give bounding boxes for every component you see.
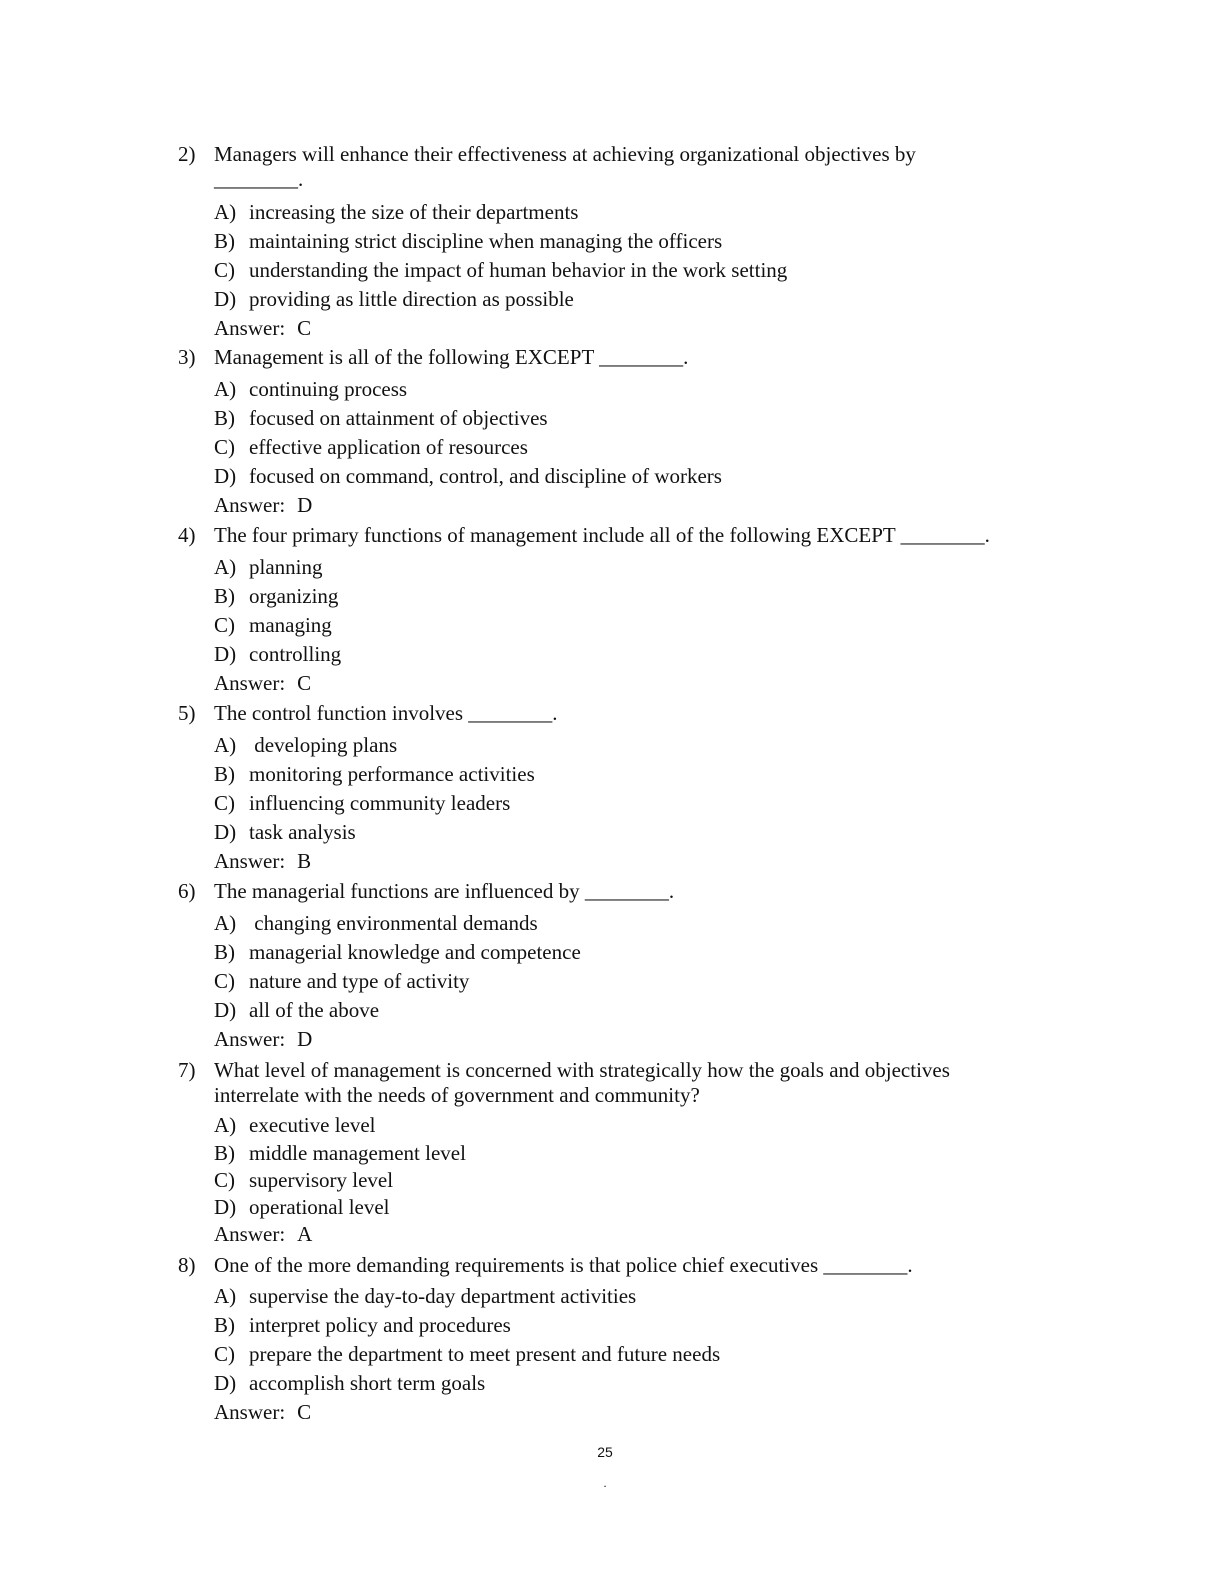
option-text: continuing process — [249, 377, 408, 401]
option-list — [214, 1111, 1038, 1221]
option-letter: D) — [214, 1195, 237, 1219]
option-text: increasing the size of their departments — [249, 200, 579, 224]
option — [214, 1340, 1038, 1369]
option-text: accomplish short term goals — [249, 1371, 486, 1395]
option-list — [214, 375, 1038, 491]
option-letter: D) — [214, 642, 237, 666]
question-stem-row — [178, 1058, 1038, 1108]
option-text: controlling — [249, 642, 342, 666]
option-letter: C) — [214, 1168, 235, 1192]
question-stem: The four primary functions of management include all of the following EXCEPT ________. — [214, 523, 990, 547]
option-text: planning — [249, 555, 323, 579]
question-number: 7) — [178, 1058, 196, 1082]
question-7 — [178, 1058, 1038, 1247]
option-text: all of the above — [249, 998, 380, 1022]
option — [214, 375, 1038, 404]
question-5 — [178, 701, 1038, 876]
option — [214, 1311, 1038, 1340]
answer-value: C — [297, 1400, 312, 1424]
option-letter: B) — [214, 1141, 235, 1165]
answer-line — [214, 1398, 1038, 1427]
footer-dot: . — [603, 1476, 607, 1490]
option — [214, 760, 1038, 789]
question-2 — [178, 142, 1038, 343]
option-text: nature and type of activity — [249, 969, 470, 993]
option — [214, 731, 1038, 760]
option-text: operational level — [249, 1195, 390, 1219]
option-text: executive level — [249, 1113, 376, 1137]
option — [214, 967, 1038, 996]
option-letter: A) — [214, 1113, 237, 1137]
question-4 — [178, 523, 1038, 698]
question-number: 8) — [178, 1253, 196, 1277]
answer-value: B — [297, 849, 312, 873]
option-letter: C) — [214, 613, 235, 637]
option-letter: C) — [214, 969, 235, 993]
question-number: 4) — [178, 523, 196, 547]
option-text: organizing — [249, 584, 339, 608]
option-letter: A) — [214, 911, 237, 935]
question-3 — [178, 345, 1038, 520]
option — [214, 198, 1038, 227]
option-letter: D) — [214, 1371, 237, 1395]
question-stem: Management is all of the following EXCEPT ________. — [214, 345, 689, 369]
option — [214, 404, 1038, 433]
option-text: managing — [249, 613, 332, 637]
option-list — [214, 909, 1038, 1025]
option-text: influencing community leaders — [249, 791, 511, 815]
answer-line — [214, 1221, 1038, 1247]
option — [214, 227, 1038, 256]
option-letter: A) — [214, 200, 237, 224]
question-number: 3) — [178, 345, 196, 369]
question-stem-row — [178, 1253, 1038, 1278]
option — [214, 938, 1038, 967]
answer-label: Answer: — [214, 493, 286, 517]
answer-value: C — [297, 671, 312, 695]
option-letter: C) — [214, 435, 235, 459]
option-letter: B) — [214, 229, 235, 253]
option-letter: D) — [214, 998, 237, 1022]
question-stem: The managerial functions are influenced by ________. — [214, 879, 675, 903]
question-stem: Managers will enhance their effectiveness at achieving organizational objectives by ________. — [214, 142, 916, 191]
option — [214, 996, 1038, 1025]
question-stem-row — [178, 142, 1038, 192]
option — [214, 818, 1038, 847]
option-text: middle management level — [249, 1141, 466, 1165]
option-text: focused on command, control, and discipline of workers — [249, 464, 722, 488]
option-letter: B) — [214, 1313, 235, 1337]
option — [214, 256, 1038, 285]
option-letter: B) — [214, 406, 235, 430]
option — [214, 553, 1038, 582]
option — [214, 1139, 1038, 1167]
option-letter: B) — [214, 940, 235, 964]
option — [214, 1111, 1038, 1139]
answer-label: Answer: — [214, 316, 286, 340]
answer-value: D — [297, 493, 313, 517]
option-text: understanding the impact of human behavior in the work setting — [249, 258, 788, 282]
option — [214, 909, 1038, 938]
option — [214, 462, 1038, 491]
question-stem: One of the more demanding requirements is that police chief executives ________. — [214, 1253, 913, 1277]
option-letter: D) — [214, 287, 237, 311]
option — [214, 1282, 1038, 1311]
option-letter: B) — [214, 584, 235, 608]
option-letter: C) — [214, 1342, 235, 1366]
option-text: task analysis — [249, 820, 356, 844]
question-stem-row — [178, 879, 1038, 904]
option-text: monitoring performance activities — [249, 762, 535, 786]
question-8 — [178, 1253, 1038, 1427]
option — [214, 285, 1038, 314]
option — [214, 789, 1038, 818]
option-text: supervise the day-to-day department activities — [249, 1284, 637, 1308]
option — [214, 1194, 1038, 1221]
option-letter: B) — [214, 762, 235, 786]
option-letter: D) — [214, 464, 237, 488]
option — [214, 1369, 1038, 1398]
question-number: 5) — [178, 701, 196, 725]
answer-line — [214, 669, 1038, 698]
option-list — [214, 1282, 1038, 1398]
answer-line — [214, 847, 1038, 876]
option-text: managerial knowledge and competence — [249, 940, 581, 964]
option — [214, 611, 1038, 640]
answer-label: Answer: — [214, 1027, 286, 1051]
option-text: supervisory level — [249, 1168, 394, 1192]
option-list — [214, 198, 1038, 314]
question-stem: The control function involves ________. — [214, 701, 558, 725]
option-letter: C) — [214, 258, 235, 282]
answer-value: D — [297, 1027, 313, 1051]
question-stem-row — [178, 345, 1038, 370]
option-letter: A) — [214, 377, 237, 401]
question-stem: What level of management is concerned with strategically how the goals and objectives interrelate with the needs of government and community? — [214, 1058, 950, 1107]
question-number: 6) — [178, 879, 196, 903]
option-text: effective application of resources — [249, 435, 528, 459]
option-letter: C) — [214, 791, 235, 815]
option-list — [214, 553, 1038, 669]
option-text: focused on attainment of objectives — [249, 406, 548, 430]
option-text: providing as little direction as possible — [249, 287, 574, 311]
option-text: changing environmental demands — [249, 911, 538, 935]
option-letter: D) — [214, 820, 237, 844]
option-text: interpret policy and procedures — [249, 1313, 511, 1337]
option-text: prepare the department to meet present and future needs — [249, 1342, 721, 1366]
answer-line — [214, 1025, 1038, 1054]
option-list — [214, 731, 1038, 847]
question-stem-row — [178, 701, 1038, 726]
answer-label: Answer: — [214, 1400, 286, 1424]
option — [214, 582, 1038, 611]
answer-label: Answer: — [214, 1222, 286, 1246]
option-letter: A) — [214, 555, 237, 579]
option-text: maintaining strict discipline when managing the officers — [249, 229, 723, 253]
option — [214, 640, 1038, 669]
answer-line — [214, 491, 1038, 520]
option-text: developing plans — [249, 733, 398, 757]
answer-line — [214, 314, 1038, 343]
answer-label: Answer: — [214, 849, 286, 873]
option — [214, 1167, 1038, 1194]
question-number: 2) — [178, 142, 196, 166]
answer-label: Answer: — [214, 671, 286, 695]
question-stem-row — [178, 523, 1038, 548]
answer-value: A — [297, 1222, 313, 1246]
question-6 — [178, 879, 1038, 1054]
page-number: 25 — [597, 1444, 613, 1460]
answer-value: C — [297, 316, 312, 340]
option-letter: A) — [214, 1284, 237, 1308]
option — [214, 433, 1038, 462]
option-letter: A) — [214, 733, 237, 757]
